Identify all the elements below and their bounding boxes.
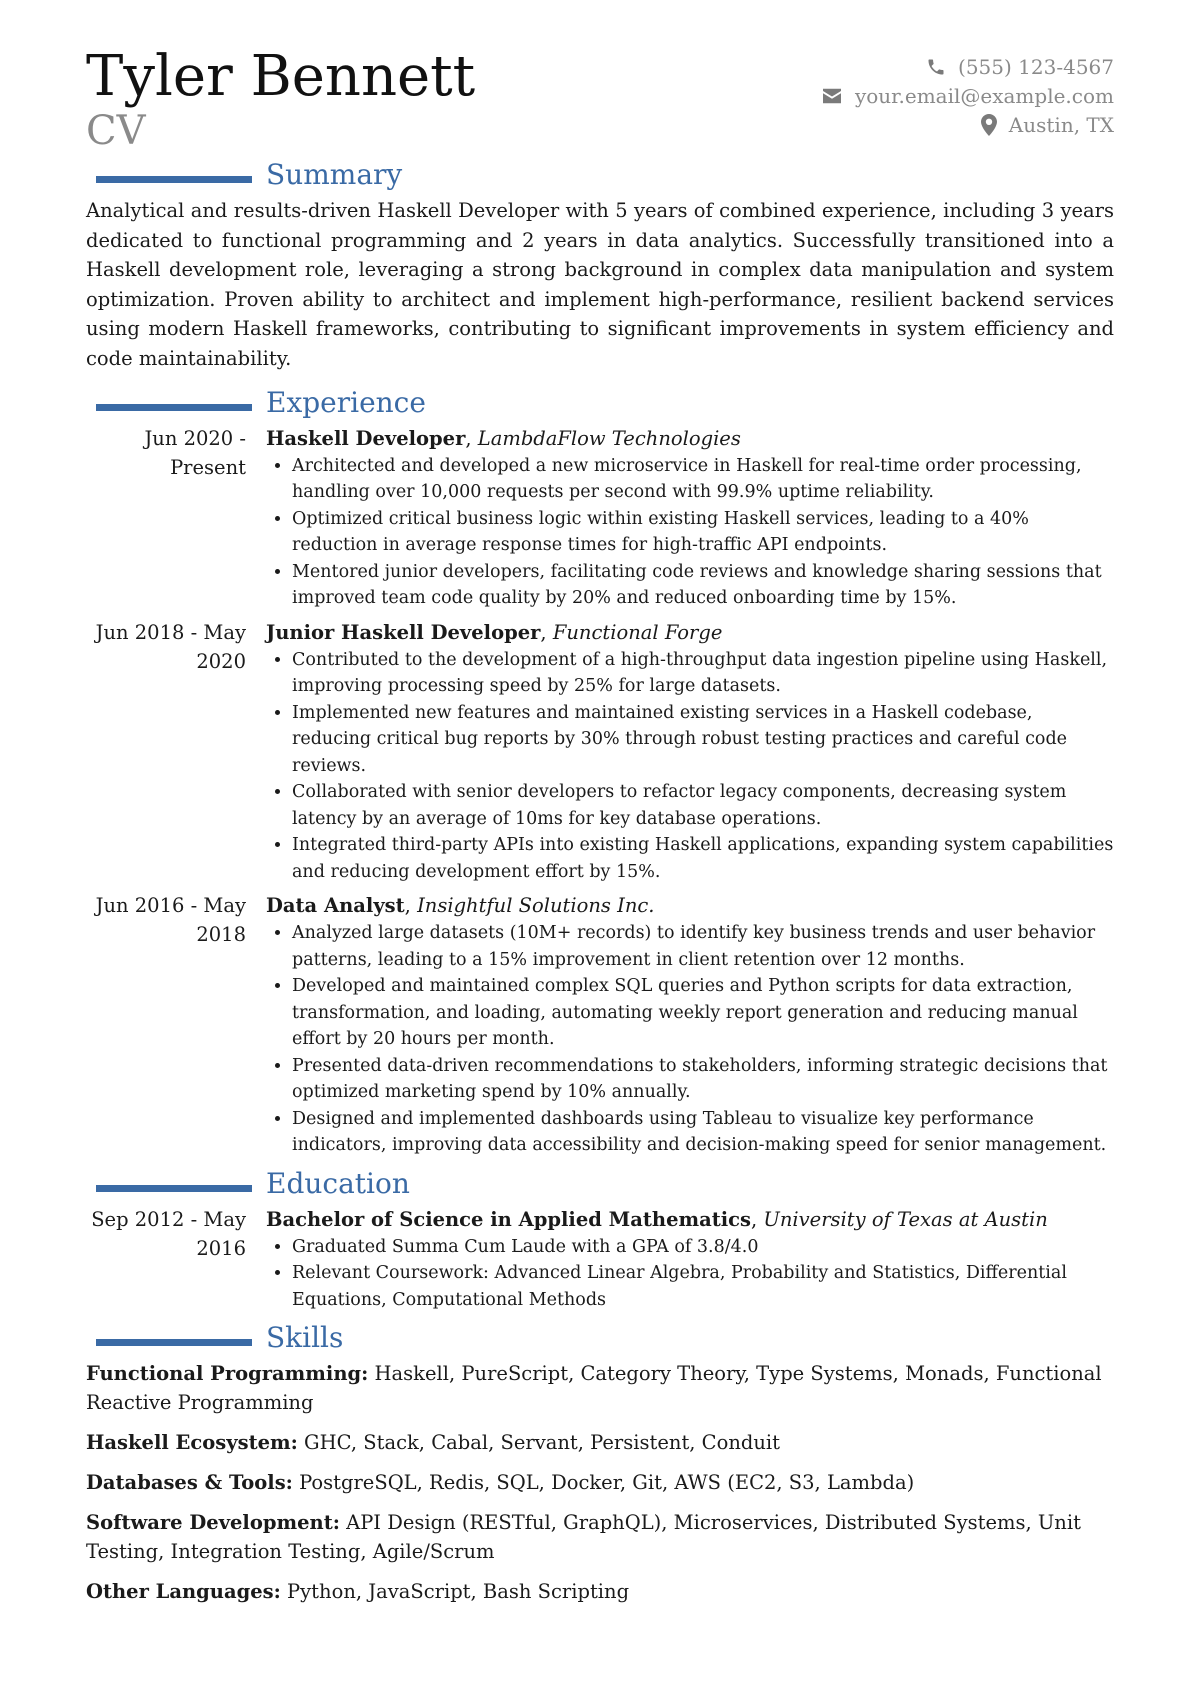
skill-values: GHC, Stack, Cabal, Servant, Persistent, Conduit (304, 1431, 781, 1455)
skill-values: Python, JavaScript, Bash Scripting (287, 1580, 630, 1604)
entry-organization: Functional Forge (552, 620, 723, 644)
entry-body (266, 618, 1114, 886)
bullet-item: • Contributed to the development of a high-throughput data ingestion pipeline using Haskell, improving processing speed by 25% for large datasets. (292, 647, 1114, 700)
entry-date: Jun 2016 - May 2018 (95, 894, 246, 947)
entry-heading: Junior Haskell Developer, Functional Forge (266, 620, 723, 644)
skill-row (86, 1468, 1114, 1497)
experience-entry (86, 618, 1114, 886)
contact-phone (821, 52, 1114, 81)
email-link[interactable]: your.email@example.com (854, 83, 1114, 108)
entry-heading: Haskell Developer, LambdaFlow Technologies (266, 426, 741, 450)
contact-email (821, 81, 1114, 110)
envelope-icon (821, 87, 843, 105)
experience-entry (86, 424, 1114, 612)
section-title: Experience (266, 385, 426, 419)
skill-values: PostgreSQL, Redis, SQL, Docker, Git, AWS (EC2, S3, Lambda) (299, 1471, 915, 1495)
map-marker-icon (981, 114, 997, 136)
bullet-item: • Relevant Coursework: Advanced Linear Algebra, Probability and Statistics, Differential Equations, Computational Methods (292, 1260, 1114, 1313)
section-rule (96, 1185, 252, 1192)
entry-organization: Insightful Solutions Inc. (417, 894, 655, 918)
experience-list (86, 424, 1114, 1159)
entry-date: Sep 2012 - May 2016 (91, 1207, 246, 1260)
bullet-list (266, 920, 1114, 1159)
section-rule (96, 1339, 252, 1346)
section-summary (86, 156, 1114, 196)
bullet-list (266, 453, 1114, 612)
section-skills (86, 1319, 1114, 1359)
phone-number: (555) 123-4567 (958, 54, 1114, 79)
bullet-item: • Integrated third-party APIs into existing Haskell applications, expanding system capabilities and reducing development effort by 15%. (292, 832, 1114, 885)
bullet-item: • Optimized critical business logic within existing Haskell services, leading to a 40% reduction in average response times for high-traffic API endpoints. (292, 506, 1114, 559)
header (86, 44, 1114, 156)
entry-title: Bachelor of Science in Applied Mathematics (266, 1207, 752, 1231)
skill-row (86, 1428, 1114, 1457)
entry-title: Data Analyst (266, 894, 405, 918)
bullet-item: • Graduated Summa Cum Laude with a GPA of 3.8/4.0 (292, 1234, 1114, 1261)
skill-row (86, 1508, 1114, 1566)
education-list (86, 1205, 1114, 1314)
section-rule (96, 176, 252, 183)
bullet-item: • Collaborated with senior developers to refactor legacy components, decreasing system latency by an average of 10ms for key database operations. (292, 779, 1114, 832)
contact-location (821, 110, 1114, 139)
entry-organization: University of Texas at Austin (763, 1207, 1048, 1231)
skill-category: Databases & Tools: (86, 1471, 293, 1495)
entry-organization: LambdaFlow Technologies (477, 426, 741, 450)
education-entry (86, 1205, 1114, 1314)
skill-category: Functional Programming: (86, 1362, 369, 1386)
entry-date: Jun 2020 - Present (144, 426, 246, 479)
entry-heading: Bachelor of Science in Applied Mathematics, University of Texas at Austin (266, 1207, 1048, 1231)
section-experience (86, 384, 1114, 424)
bullet-item: • Developed and maintained complex SQL queries and Python scripts for data extraction, transformation, and loading, automating weekly report generation and reducing manual effort by 20 hours per month. (292, 973, 1114, 1053)
section-title: Skills (266, 1321, 344, 1355)
skills-list (86, 1359, 1114, 1606)
skill-row (86, 1577, 1114, 1606)
bullet-item: • Mentored junior developers, facilitating code reviews and knowledge sharing sessions that improved team code quality by 20% and reduced onboarding time by 15%. (292, 559, 1114, 612)
location-text: Austin, TX (1008, 112, 1114, 137)
skill-category: Software Development: (86, 1511, 340, 1535)
entry-title: Junior Haskell Developer (266, 620, 541, 644)
section-education (86, 1165, 1114, 1205)
skill-values: API Design (RESTful, GraphQL), Microservices, Distributed Systems, Unit Testing, Integration Testing, Agile/Scrum (86, 1511, 1081, 1564)
bullet-item: • Analyzed large datasets (10M+ records) to identify key business trends and user behavior patterns, leading to a 15% improvement in client retention over 12 months. (292, 920, 1114, 973)
skill-row (86, 1359, 1114, 1417)
experience-entry (86, 891, 1114, 1159)
entry-body (266, 424, 1114, 612)
bullet-item: • Presented data-driven recommendations to stakeholders, informing strategic decisions that optimized marketing spend by 10% annually. (292, 1053, 1114, 1106)
document-subtitle: CV (86, 108, 146, 154)
skill-category: Haskell Ecosystem: (86, 1431, 298, 1455)
entry-body (266, 1205, 1114, 1314)
resume-page (86, 44, 1114, 1617)
contact-info (821, 52, 1114, 139)
skill-category: Other Languages: (86, 1580, 281, 1604)
skill-values: Haskell, PureScript, Category Theory, Type Systems, Monads, Functional Reactive Programming (86, 1362, 1102, 1415)
bullet-list (266, 1234, 1114, 1314)
summary-text: Analytical and results-driven Haskell Developer with 5 years of combined experience, including 3 years dedicated to functional programming and 2 years in data analytics. Successfully transitioned into a Haskell development role, leveraging a strong background in complex data manipulation and system optimization. Proven ability to architect and implement high-performance, resilient backend services using modern Haskell frameworks, contributing to significant improvements in system efficiency and code maintainability. (86, 199, 1114, 370)
bullet-list (266, 647, 1114, 886)
entry-date: Jun 2018 - May 2020 (95, 620, 246, 673)
person-name: Tyler Bennett (86, 44, 476, 109)
section-title: Education (266, 1166, 410, 1200)
entry-heading: Data Analyst, Insightful Solutions Inc. (266, 894, 655, 918)
entry-body (266, 891, 1114, 1159)
phone-icon (926, 57, 946, 77)
entry-title: Haskell Developer (266, 426, 466, 450)
section-rule (96, 404, 252, 411)
bullet-item: • Designed and implemented dashboards using Tableau to visualize key performance indicators, improving data accessibility and decision-making speed for senior management. (292, 1106, 1114, 1159)
bullet-item: • Architected and developed a new microservice in Haskell for real-time order processing, handling over 10,000 requests per second with 99.9% uptime reliability. (292, 453, 1114, 506)
bullet-item: • Implemented new features and maintained existing services in a Haskell codebase, reducing critical bug reports by 30% through robust testing practices and careful code reviews. (292, 700, 1114, 780)
section-title: Summary (266, 158, 403, 191)
